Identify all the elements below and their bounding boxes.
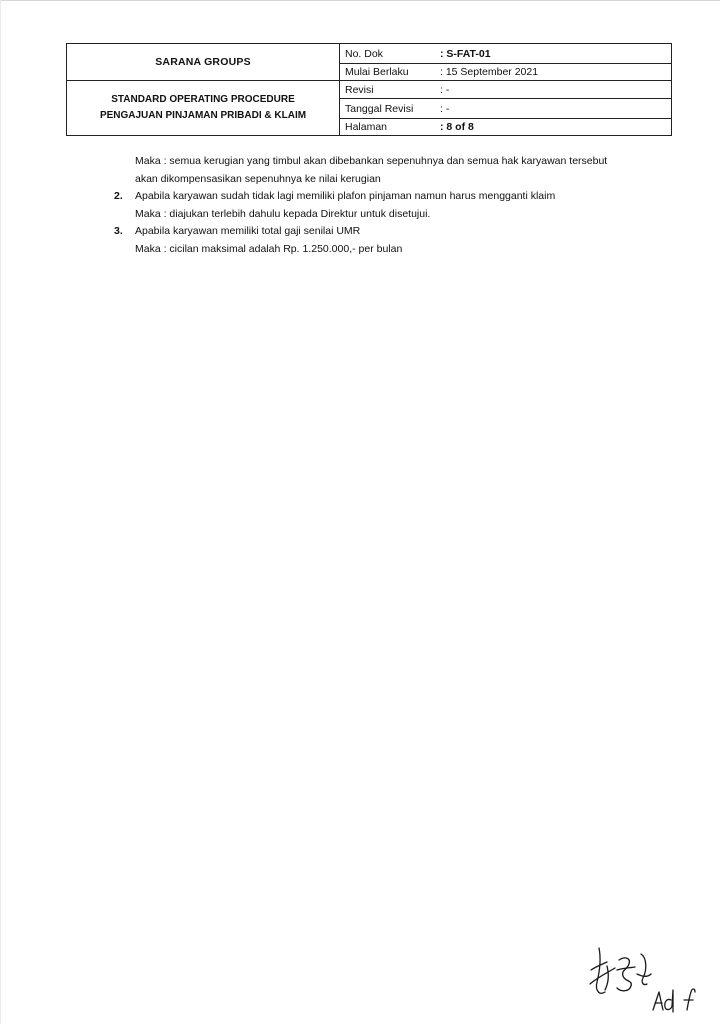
info-value: : -: [440, 83, 450, 96]
info-value: : S-FAT-01: [440, 47, 491, 60]
document-title-cell: [67, 81, 340, 135]
list-item-text: Maka : cicilan maksimal adalah Rp. 1.250.000,- per bulan: [135, 243, 403, 255]
info-value: : 8 of 8: [440, 121, 474, 133]
list-item-text: Maka : diajukan terlebih dahulu kepada Direktur untuk disetujui.: [135, 208, 431, 220]
list-item-number: 3.: [114, 225, 123, 237]
info-label: Halaman: [345, 121, 388, 133]
info-label: Revisi: [345, 83, 374, 96]
company-name: SARANA GROUPS: [155, 56, 251, 68]
info-label: No. Dok: [345, 47, 383, 60]
company-name-cell: [67, 44, 340, 81]
document-info-cells: [340, 44, 671, 135]
info-row-halaman: [340, 119, 671, 135]
info-row-revisi: [340, 81, 671, 99]
info-row-mulai-berlaku: [340, 64, 671, 81]
scan-edge: [0, 0, 720, 1]
info-row-no-dok: [340, 44, 671, 64]
continuation-line2: akan dikompensasikan sepenuhnya ke nilai kerugian: [135, 173, 381, 185]
list-item-text: Apabila karyawan sudah tidak lagi memiliki plafon pinjaman namun harus mengganti klaim: [135, 190, 556, 202]
list-item-number: 2.: [114, 190, 123, 202]
info-value: : 15 September 2021: [440, 66, 539, 78]
document-title-line2: PENGAJUAN PINJAMAN PRIBADI & KLAIM: [99, 110, 307, 121]
info-label: Mulai Berlaku: [345, 66, 409, 78]
document-header-table: [66, 43, 672, 136]
continuation-line1: Maka : semua kerugian yang timbul akan dibebankan sepenuhnya dan semua hak karyawan tersebut: [135, 155, 608, 167]
scan-edge-left: [0, 0, 1, 1024]
info-row-tanggal-revisi: [340, 99, 671, 119]
list-item-text: Apabila karyawan memiliki total gaji senilai UMR: [135, 225, 361, 237]
info-label: Tanggal Revisi: [345, 102, 414, 115]
document-title-line1: STANDARD OPERATING PROCEDURE: [111, 94, 295, 105]
info-value: : -: [440, 102, 450, 115]
handwritten-signature: [585, 940, 700, 1020]
